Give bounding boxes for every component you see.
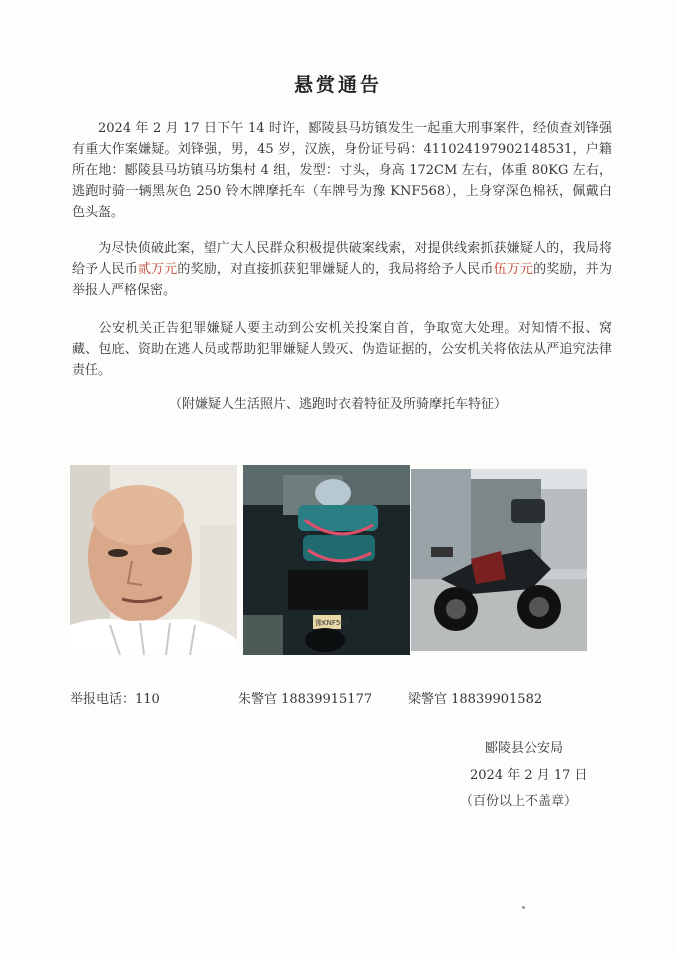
scan-speck (522, 906, 525, 909)
notice-title: 悬赏通告 (293, 74, 382, 96)
warning-text: 公安机关正告犯罪嫌疑人要主动到公安机关投案自首，争取宽大处理。对知情不报、窝藏、包庇、资助在逃人员或帮助犯罪嫌疑人毁灭、伪造证据的，公安机关将依法从严追究法律责任。 (72, 321, 612, 378)
case-description-text: 2024 年 2 月 17 日下午 14 时许，郾陵县马坊镇发生一起重大刑事案件，经侦查刘锋强有重大作案嫌疑。刘锋强，男，45 岁，汉族，身份证号码：411024197902148531，户籍所在地：郾陵县马坊镇马坊集村 4 组，发型：寸头，身高 172CM 左右，体重 80KG 左右，逃跑时骑一辆黑灰色 250 铃木牌摩托车（车牌号为豫 KNF568），上身穿深色棉袄，佩戴白色头盔。 (72, 121, 612, 220)
officer-liang-contact: 梁警官 18839901582 (408, 692, 543, 707)
stamp-note: （百份以上不盖章） (460, 794, 578, 809)
hotline-contact: 举报电话：110 (70, 692, 160, 707)
motorcycle-rear-photo (243, 465, 410, 655)
attachment-note: （附嫌疑人生活照片、逃跑时衣着特征及所骑摩托车特征） (168, 397, 507, 412)
reward-text-b: 的奖励，对直接抓获犯罪嫌疑人的，我局将给予人民币 (177, 262, 494, 277)
paragraph-case-description (72, 118, 612, 223)
paragraph-warning (72, 318, 612, 381)
paragraph-reward (72, 238, 612, 301)
license-plate-text: 豫KNF568 (315, 619, 350, 627)
issuing-organization: 郾陵县公安局 (485, 741, 564, 756)
contact-row (0, 688, 676, 708)
suspect-photo (70, 465, 237, 655)
reward-text-c: 的奖励，并为举报人严格保密。 (72, 262, 612, 298)
reward-amount-1: 贰万元 (137, 262, 178, 277)
reward-amount-2: 伍万元 (493, 262, 534, 277)
officer-zhu-contact: 朱警官 18839915177 (238, 692, 373, 707)
reward-text-a: 为尽快侦破此案，望广大人民群众积极提供破案线索，对提供线索抓获嫌疑人的，我局将给予人民币 (72, 241, 612, 277)
motorcycle-side-photo (411, 469, 587, 651)
issue-date: 2024 年 2 月 17 日 (470, 768, 588, 783)
